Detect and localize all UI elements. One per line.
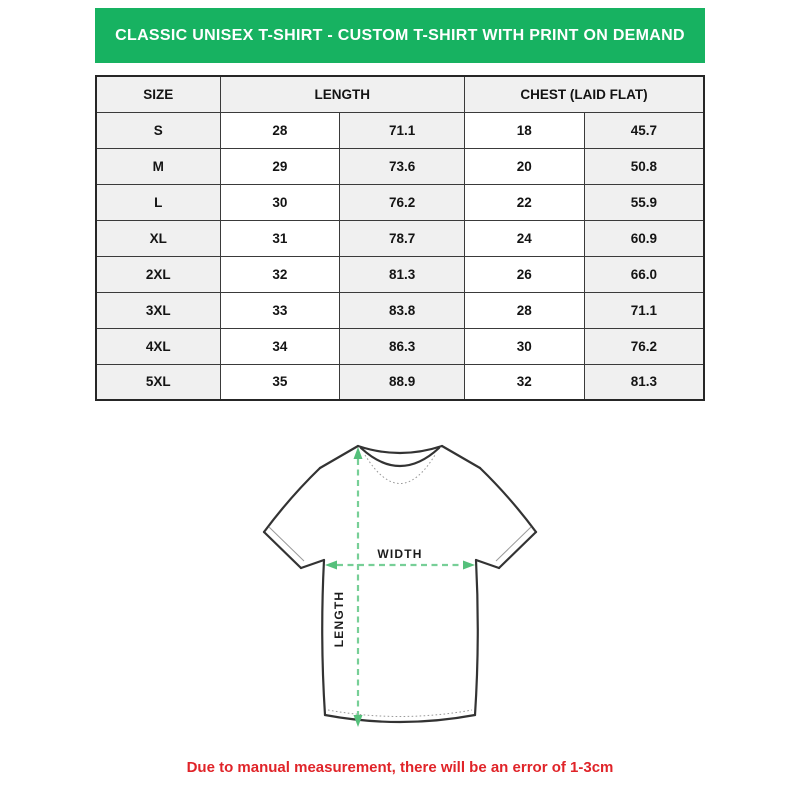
product-title-banner bbox=[95, 8, 705, 63]
chest-cm-cell: 71.1 bbox=[584, 292, 704, 328]
table-row bbox=[96, 292, 704, 328]
tshirt-outline bbox=[264, 446, 536, 722]
size-cell: S bbox=[96, 112, 220, 148]
length-in-cell: 31 bbox=[220, 220, 340, 256]
size-cell: 2XL bbox=[96, 256, 220, 292]
length-cm-cell: 73.6 bbox=[340, 148, 465, 184]
length-cm-cell: 86.3 bbox=[340, 328, 465, 364]
table-row bbox=[96, 364, 704, 400]
chest-cm-cell: 66.0 bbox=[584, 256, 704, 292]
chest-cm-cell: 45.7 bbox=[584, 112, 704, 148]
product-title: CLASSIC UNISEX T-SHIRT - CUSTOM T-SHIRT WITH PRINT ON DEMAND bbox=[115, 26, 685, 44]
measurement-note: Due to manual measurement, there will be an error of 1-3cm bbox=[186, 759, 614, 776]
page-content bbox=[95, 8, 705, 776]
size-cell: 5XL bbox=[96, 364, 220, 400]
table-row bbox=[96, 256, 704, 292]
length-arrow bbox=[354, 447, 363, 727]
length-in-cell: 30 bbox=[220, 184, 340, 220]
chest-in-cell: 28 bbox=[464, 292, 584, 328]
chest-cm-cell: 55.9 bbox=[584, 184, 704, 220]
chest-in-cell: 22 bbox=[464, 184, 584, 220]
column-header-length: LENGTH bbox=[220, 76, 464, 112]
length-cm-cell: 81.3 bbox=[340, 256, 465, 292]
column-header-chest: CHEST (LAID FLAT) bbox=[464, 76, 704, 112]
tshirt-diagram bbox=[95, 423, 705, 753]
length-label: LENGTH bbox=[332, 590, 346, 648]
table-row bbox=[96, 328, 704, 364]
length-cm-cell: 83.8 bbox=[340, 292, 465, 328]
size-cell: 3XL bbox=[96, 292, 220, 328]
length-cm-cell: 71.1 bbox=[340, 112, 465, 148]
length-cm-cell: 78.7 bbox=[340, 220, 465, 256]
length-in-cell: 33 bbox=[220, 292, 340, 328]
width-label: WIDTH bbox=[377, 547, 423, 561]
length-in-cell: 28 bbox=[220, 112, 340, 148]
size-cell: M bbox=[96, 148, 220, 184]
size-chart-table bbox=[95, 75, 705, 401]
table-header-row bbox=[96, 76, 704, 112]
size-cell: 4XL bbox=[96, 328, 220, 364]
size-cell: XL bbox=[96, 220, 220, 256]
size-cell: L bbox=[96, 184, 220, 220]
chest-in-cell: 20 bbox=[464, 148, 584, 184]
length-in-cell: 32 bbox=[220, 256, 340, 292]
length-in-cell: 34 bbox=[220, 328, 340, 364]
chest-in-cell: 24 bbox=[464, 220, 584, 256]
chest-cm-cell: 76.2 bbox=[584, 328, 704, 364]
chest-in-cell: 32 bbox=[464, 364, 584, 400]
chest-in-cell: 18 bbox=[464, 112, 584, 148]
table-row bbox=[96, 112, 704, 148]
chest-cm-cell: 60.9 bbox=[584, 220, 704, 256]
chest-cm-cell: 50.8 bbox=[584, 148, 704, 184]
chest-cm-cell: 81.3 bbox=[584, 364, 704, 400]
column-header-size: SIZE bbox=[96, 76, 220, 112]
table-row bbox=[96, 220, 704, 256]
tshirt-drawing bbox=[240, 423, 560, 753]
length-in-cell: 35 bbox=[220, 364, 340, 400]
length-in-cell: 29 bbox=[220, 148, 340, 184]
length-cm-cell: 88.9 bbox=[340, 364, 465, 400]
width-arrow bbox=[325, 561, 475, 570]
table-row bbox=[96, 184, 704, 220]
table-row bbox=[96, 148, 704, 184]
length-cm-cell: 76.2 bbox=[340, 184, 465, 220]
chest-in-cell: 26 bbox=[464, 256, 584, 292]
chest-in-cell: 30 bbox=[464, 328, 584, 364]
